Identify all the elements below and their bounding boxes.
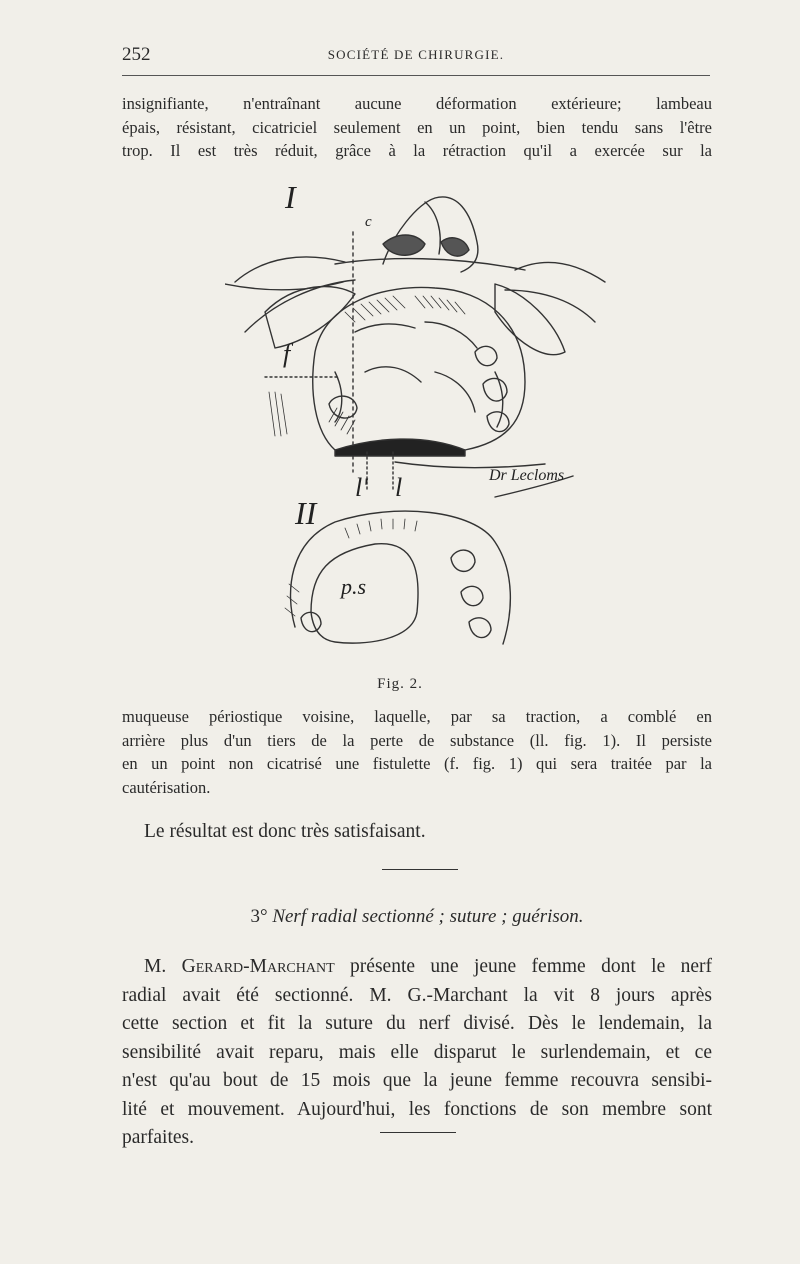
header-rule <box>122 75 710 76</box>
running-title: SOCIÉTÉ DE CHIRURGIE. <box>327 47 505 62</box>
figure-caption: Fig. 2. <box>377 676 423 692</box>
text-line: arrière plus d'un tiers de la perte de substance (ll. fig. 1). Il persiste <box>122 730 712 750</box>
text-line: M. Gerard-Marchant présente une jeune femme dont le nerf <box>144 956 712 977</box>
text-line: parfaites. <box>122 1127 195 1148</box>
page-header <box>122 44 710 68</box>
figure-letter-c: c <box>365 214 372 230</box>
surgeon-name-second: Marchant <box>249 956 335 977</box>
text-line: cautérisation. <box>122 777 211 797</box>
text-line: Le résultat est donc très satisfaisant. <box>144 821 426 842</box>
figure-label-i: I <box>285 179 296 215</box>
text-line: en un point non cicatrisé une fistulette (f. fig. 1) qui sera traitée par la <box>122 754 712 773</box>
text-fragment: présente une jeune femme dont le nerf <box>350 956 712 977</box>
text-line: cette section et fit la suture du nerf divisé. Dès le lendemain, la <box>122 1013 712 1034</box>
text-line: insignifiante, n'entraînant aucune déformation extérieure; lambeau <box>122 94 712 113</box>
figure-letter-l: l <box>395 473 403 502</box>
surgeon-name-first: Gerard <box>181 956 244 977</box>
text-line: n'est qu'au bout de 15 mois que la jeune femme recouvra sensibi- <box>122 1070 712 1091</box>
paragraph-intro <box>122 92 712 163</box>
paragraph-case <box>122 953 712 1153</box>
artist-signature: Dr Lecloms <box>489 467 565 484</box>
section-heading <box>122 906 712 928</box>
section-title: Nerf radial sectionné ; suture ; guérison. <box>272 906 584 927</box>
text-line: lité et mouvement. Aujourd'hui, les fonctions de son membre sont <box>122 1098 712 1120</box>
end-separator <box>380 1132 456 1133</box>
text-line: muqueuse périostique voisine, laquelle, par sa traction, a comblé en <box>122 707 712 726</box>
figure-label-ii: II <box>295 495 317 531</box>
figure-label-ps: p.s <box>341 574 367 599</box>
text-line: radial avait été sectionné. M. G.-Marchant la vit 8 jours après <box>122 984 712 1006</box>
section-number: 3° <box>250 906 268 927</box>
paragraph-result <box>144 818 704 847</box>
illustration-drawing <box>225 172 625 662</box>
section-separator <box>382 869 458 870</box>
figure-letter-f: f <box>283 339 291 368</box>
text-line: épais, résistant, cicatriciel seulement en un point, bien tendu sans l'être <box>122 117 712 137</box>
page-number: 252 <box>122 44 151 65</box>
text-line: trop. Il est très réduit, grâce à la rétraction qu'il a exercée sur la <box>122 141 712 160</box>
surgical-illustration <box>225 172 625 662</box>
figure-letter-l-prime: l' <box>355 473 368 502</box>
paragraph-continuation <box>122 705 712 799</box>
text-line: sensibilité avait reparu, mais elle disparut le surlendemain, et ce <box>122 1041 712 1063</box>
